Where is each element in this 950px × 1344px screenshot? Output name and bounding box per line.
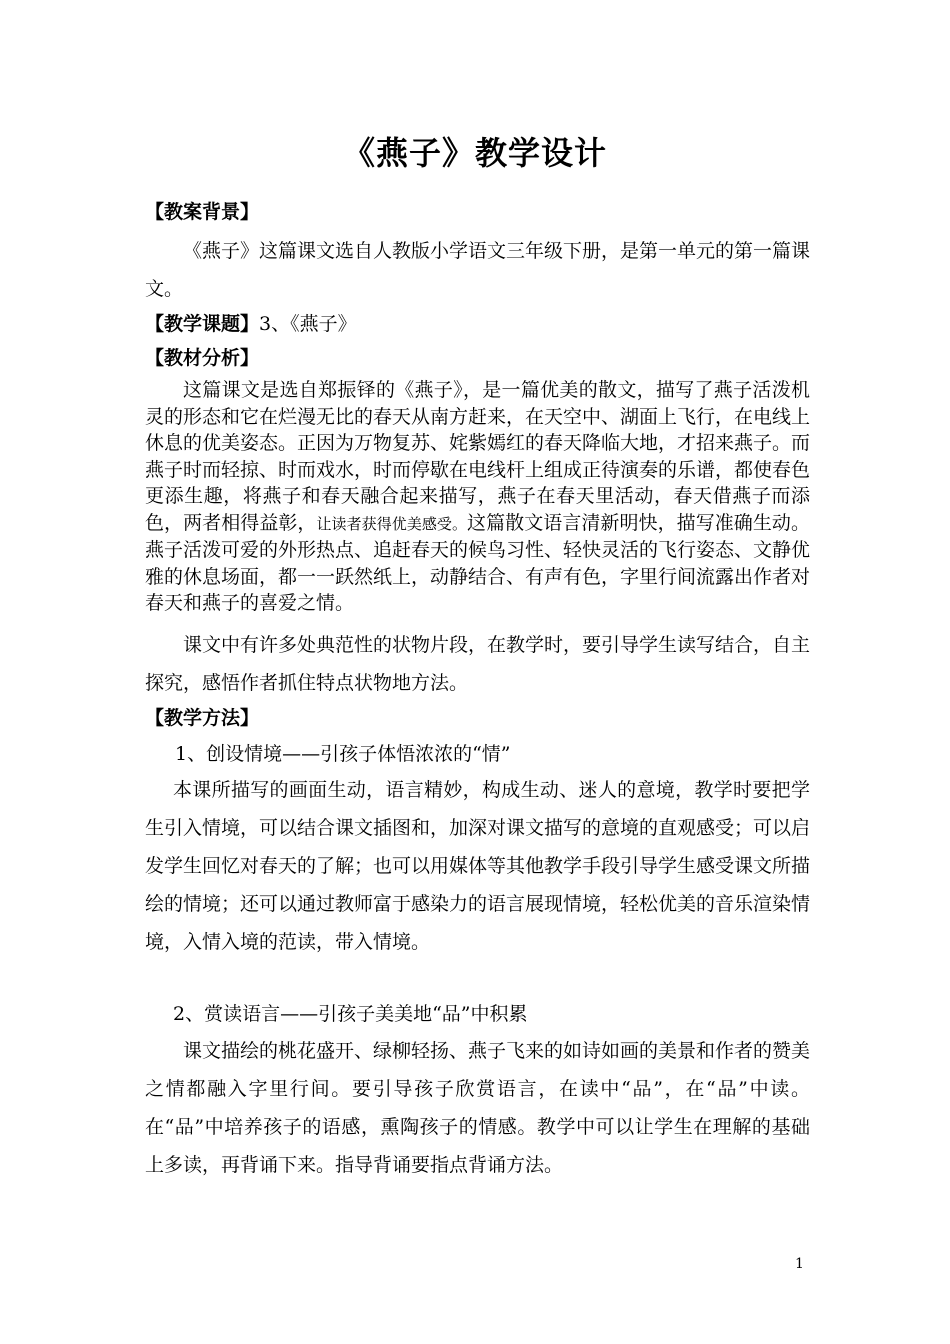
section-heading-analysis: 【教材分析】 bbox=[145, 347, 260, 369]
section-topic bbox=[145, 310, 810, 338]
topic-text: 3、《燕子》 bbox=[259, 313, 357, 335]
method-item-2-text: 课文描绘的桃花盛开、绿柳轻扬、燕子飞来的如诗如画的美景和作者的赞美之情都融入字里行间。要引导孩子欣赏语言，在读中“品”，在“品”中读。在“品”中培养孩子的语感，熏陶孩子的情感。教学中可以让学生在理解的基础上多读，再背诵下来。指导背诵要指点背诵方法。 bbox=[145, 1040, 811, 1176]
section-analysis bbox=[145, 344, 810, 372]
section-method bbox=[145, 704, 810, 732]
analysis-text-small: 让读者获得优美感受。 bbox=[316, 514, 468, 533]
section-background bbox=[145, 198, 810, 226]
section-heading-background: 【教案背景】 bbox=[145, 201, 260, 223]
background-paragraph: 《燕子》这篇课文选自人教版小学语文三年级下册，是第一单元的第一篇课文。 bbox=[145, 240, 811, 300]
analysis-text-a: 这篇课文是选自郑振铎的《燕子》，是一篇优美的散文，描写了燕子活泼机灵的形态和它在烂漫无比的春天从南方赶来，在天空中、湖面上飞行，在电线上休息的优美姿态。正因为万物复苏、姹紫嫣红的春天降临大地，才招来燕子。而燕子时而轻掠、时而戏水，时而停歇在电线杆上组成正待演奏的乐谱，都使春色更添生趣，将燕子和春天融合起来描写，燕子在春天里活动，春天借燕子而添色，两者相得益彰， bbox=[145, 379, 811, 534]
analysis-paragraph-1 bbox=[145, 377, 810, 617]
section-heading-method: 【教学方法】 bbox=[145, 707, 260, 729]
method-item-1-text: 本课所描写的画面生动，语言精妙，构成生动、迷人的意境，教学时要把学生引入情境，可以结合课文插图和，加深对课文描写的意境的直观感受；可以启发学生回忆对春天的了解；也可以用媒体等其他教学手段引导学生感受课文所描绘的情境；还可以通过教师富于感染力的语言展现情境，轻松优美的音乐渲染情境，入情入境的范读，带入情境。 bbox=[145, 779, 811, 953]
method-item-2-title: 2、赏读语言——引孩子美美地“品”中积累 bbox=[173, 1003, 528, 1025]
method-item-1-title: 1、创设情境——引孩子体悟浓浓的“情” bbox=[175, 743, 511, 765]
analysis-paragraph-2: 课文中有许多处典范性的状物片段，在教学时，要引导学生读写结合，自主探究，感悟作者抓住特点状物地方法。 bbox=[145, 634, 811, 694]
page-number: 1 bbox=[795, 1256, 804, 1272]
analysis-text-b: 这篇散文语言清新明快，描写准确生动。燕子活泼可爱的外形热点、追赶春天的候鸟习性、轻快灵活的飞行姿态、文静优雅的休息场面，都一一跃然纸上，动静结合、有声有色，字里行间流露出作者对春天和燕子的喜爱之情。 bbox=[145, 511, 811, 614]
document-title: 《燕子》教学设计 bbox=[342, 134, 607, 172]
section-heading-topic: 【教学课题】 bbox=[145, 313, 260, 335]
